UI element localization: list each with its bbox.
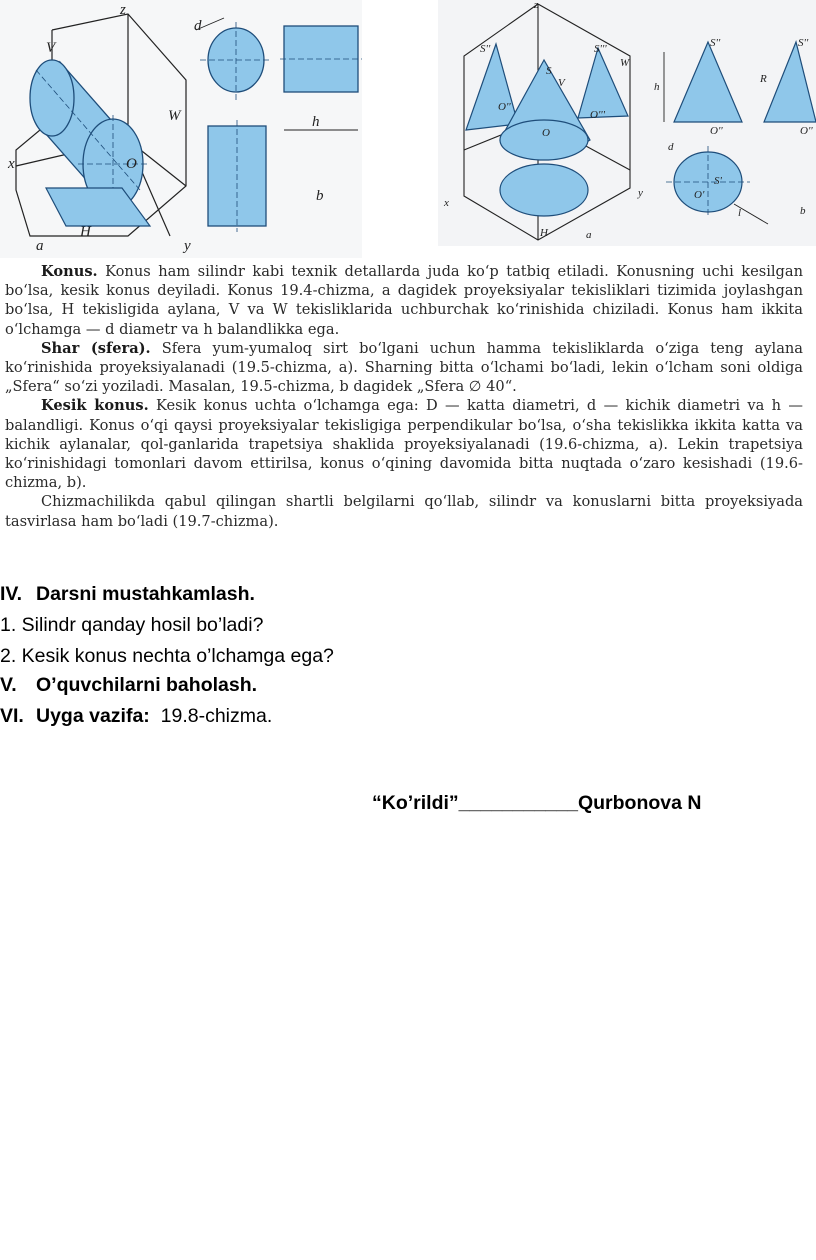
question-2: 2. Kesik konus nechta o’lchamga ega?	[0, 645, 334, 667]
label-o1b: O'	[694, 189, 705, 201]
label-b: b	[800, 205, 806, 217]
cylinder-projection-figure	[0, 0, 362, 258]
label-h: h	[654, 81, 660, 93]
signature-line	[372, 792, 701, 815]
text-kesik-konus: Kesik konus uchta o‘lchamga ega: D — katta diametri, d — kichik diametri va h — balandligi. Konus o‘qi qaysi proyeksiyalar tekisligiga perpendikular bo‘lsa, o‘sha tekislikka ikkita katta va kichik aylanalar, qol-ganlarida trapetsiya shaklida proyeksiyalanadi (19.6-chizma, a). Lekin trapetsiya ko‘rinishidagi tomonlari davom ettirilsa, konus o‘qining davomida bitta nuqtada o‘zaro kesishadi (19.6-chizma, b).	[5, 397, 803, 492]
label-s: S	[546, 65, 552, 77]
label-x: x	[8, 156, 15, 172]
label-a: a	[586, 229, 592, 241]
paragraph-konus	[5, 262, 803, 339]
label-z: z	[534, 0, 539, 11]
label-y: y	[638, 187, 643, 199]
label-y: y	[184, 238, 191, 254]
label-o2: O''	[498, 101, 511, 113]
cylinder-diagram	[0, 0, 362, 258]
label-a: a	[36, 238, 44, 254]
section-iv-heading	[0, 583, 255, 606]
label-o1: O	[542, 127, 550, 139]
label-r: R	[760, 73, 767, 85]
label-o2c: O''	[800, 125, 813, 137]
section-vi-number: VI.	[0, 705, 24, 727]
heading-konus: Konus.	[41, 263, 98, 280]
heading-shar: Shar (sfera).	[41, 339, 151, 357]
label-x: x	[444, 197, 449, 209]
label-h-plane: H	[80, 224, 91, 240]
cone-projection-figure	[438, 0, 816, 246]
paragraph-chizmachilik: Chizmachilikda qabul qilingan shartli belgilarni qo‘llab, silindr va konuslarni bitta proyeksiyada tasvirlasa ham bo‘ladi (19.7-chizma).	[5, 493, 803, 530]
section-v-heading	[0, 674, 257, 697]
reviewer-name: Qurbonova N	[577, 792, 702, 814]
label-h-plane: H	[540, 227, 548, 239]
section-vi-title: Uyga vazifa:	[36, 705, 150, 727]
label-s2b: S''	[710, 37, 721, 49]
label-o3: O'''	[590, 109, 606, 121]
label-b: b	[316, 188, 324, 204]
reviewed-label: “Ko’rildi”	[372, 792, 459, 814]
label-s1: S'	[714, 175, 722, 187]
label-d: d	[194, 18, 202, 34]
signature-blank: ___________	[458, 792, 578, 814]
section-iv-number: IV.	[0, 583, 23, 605]
paragraph-shar	[5, 339, 803, 397]
label-l: l	[738, 207, 742, 219]
paragraph-kesik-konus	[5, 396, 803, 492]
label-d: d	[668, 141, 674, 153]
label-z: z	[120, 2, 126, 18]
section-v-title: O’quvchilarni baholash.	[36, 674, 258, 696]
label-w: W	[620, 57, 630, 69]
label-s2: S''	[480, 43, 491, 55]
label-h: h	[312, 114, 320, 130]
section-iv-title: Darsni mustahkamlash.	[36, 583, 255, 605]
question-1: 1. Silindr qanday hosil bo’ladi?	[0, 614, 264, 636]
label-o2b: O''	[710, 125, 723, 137]
heading-kesik-konus: Kesik konus.	[41, 397, 149, 415]
label-v: V	[558, 77, 565, 89]
section-v-number: V.	[0, 674, 17, 696]
section-vi-heading	[0, 705, 272, 728]
label-s3: S'''	[594, 43, 607, 55]
homework-value: 19.8-chizma.	[160, 705, 273, 727]
label-v: V	[46, 40, 56, 56]
label-w: W	[168, 108, 181, 124]
text-shar: Sfera yum-yumaloq sirt bo‘lgani uchun hamma tekisliklarda o‘ziga teng aylana ko‘rinishida proyeksiyalanadi (19.5-chizma, a). Sharning bitta o‘lchami bo‘ladi, lekin o‘lcham soni oldiga „Sfera“ so‘zi yoziladi. Masalan, 19.5-chizma, b dagidek „Sfera ∅ 40“.	[5, 339, 803, 396]
cone-diagram	[438, 0, 816, 246]
label-o: O	[126, 156, 137, 172]
label-s2c: S''	[798, 37, 809, 49]
text-konus: Konus ham silindr kabi texnik detallarda juda ko‘p tatbiq etiladi. Konusning uchi kesilgan bo‘lsa, kesik konus deyiladi. Konus 19.4-chizma, a dagidek proyeksiyalar tekisliklari tizimida joylashgan bo‘lsa, H tekisligida aylana, V va W tekisliklarida uchburchak ko‘rinishida chiziladi. Konus ham ikkita o‘lchamga — d diametr va h balandlikka ega.	[5, 263, 803, 338]
textbook-excerpt	[5, 262, 803, 531]
